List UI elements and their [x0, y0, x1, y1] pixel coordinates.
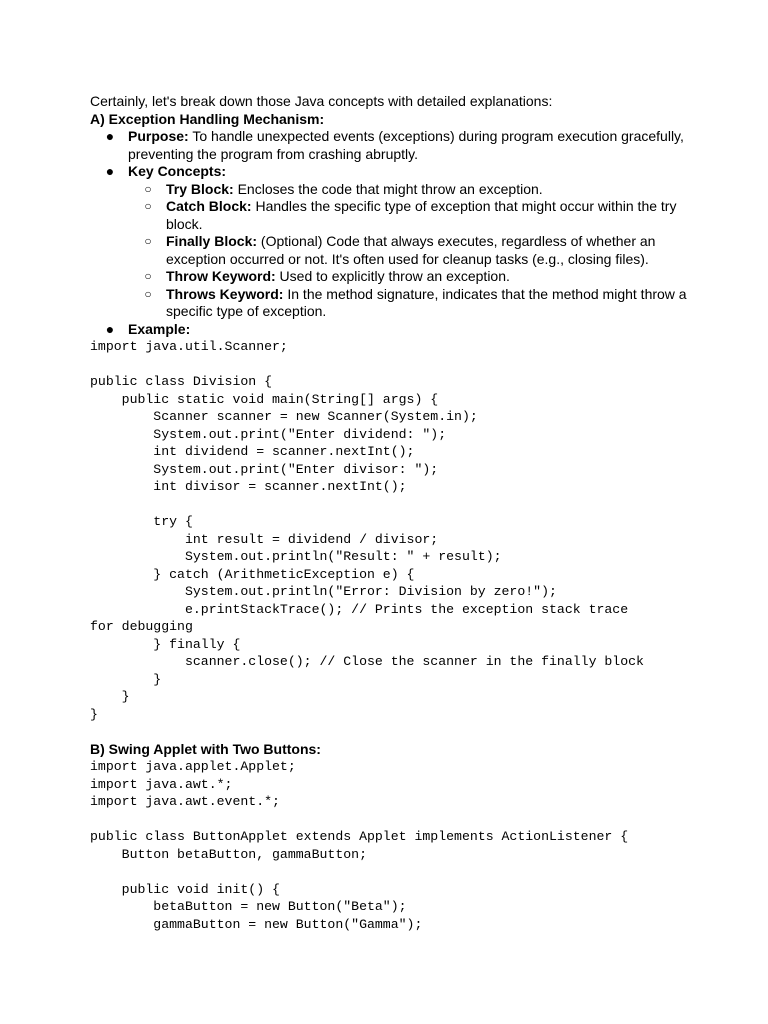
bullet-icon: ● [105, 128, 115, 144]
concept-label: Catch Block: [166, 198, 252, 214]
concept-text: Handles the specific type of exception that might occur within the try block. [166, 198, 677, 232]
section-b-heading [90, 741, 690, 759]
section-a-heading [90, 111, 690, 129]
concept-label: Try Block: [166, 180, 234, 197]
concept-text: (Optional) Code that always executes, regardless of whether an exception occurred or not. It's often used for cleanup tasks (e.g., closing files). [166, 233, 656, 267]
sub-bullet-icon: ○ [144, 269, 152, 283]
concept-item [144, 198, 690, 233]
sub-bullet-icon: ○ [144, 181, 152, 196]
spacer [90, 723, 690, 741]
bullet-icon: ● [105, 163, 115, 179]
section-a-heading-text: A) Exception Handling Mechanism: [90, 110, 325, 127]
concept-item [144, 233, 690, 268]
section-a-list [90, 128, 690, 338]
intro-paragraph: Certainly, let's break down those Java concepts with detailed explanations: [90, 93, 553, 109]
concept-text: Used to explicitly throw an exception. [275, 268, 510, 284]
purpose-item [105, 128, 690, 163]
concept-text: In the method signature, indicates that the method might throw a specific type of exception. [166, 285, 687, 319]
concept-item [144, 268, 690, 286]
key-concepts-label: Key Concepts: [128, 163, 227, 179]
purpose-label: Purpose: [128, 128, 189, 144]
concepts-list [128, 181, 690, 321]
concept-label: Throws Keyword: [166, 285, 284, 302]
applet-code-block: import java.applet.Applet; import java.awt.*; import java.awt.event.*; public class ButtonApplet extends Applet implements ActionListener { Button betaButton, gammaButton; public void init() { betaButton = new Button("Beta"); gammaButton = new Button("Gamma"); [90, 759, 629, 932]
concept-label: Finally Block: [166, 233, 258, 249]
example-label: Example: [128, 320, 191, 337]
concept-item [144, 285, 690, 321]
concept-label: Throw Keyword: [166, 268, 276, 284]
sub-bullet-icon: ○ [144, 199, 152, 213]
example-item [105, 320, 690, 339]
sub-bullet-icon: ○ [144, 234, 152, 248]
bullet-icon: ● [105, 320, 115, 337]
concept-text: Encloses the code that might throw an exception. [233, 180, 543, 197]
concept-item [144, 180, 690, 199]
purpose-text: To handle unexpected events (exceptions) during program execution gracefully, preventing the program from crashing abruptly. [128, 128, 684, 162]
sub-bullet-icon: ○ [144, 286, 152, 301]
document-page [90, 93, 690, 933]
key-concepts-item [105, 163, 690, 321]
section-b-heading-text: B) Swing Applet with Two Buttons: [90, 740, 321, 757]
division-code-block: import java.util.Scanner; public class Division { public static void main(String[] args) { Scanner scanner = new Scanner(System.in); System.out.print("Enter dividend: "); int dividend = scanner.nextInt(); System.out.print("Enter divisor: "); int divisor = scanner.nextInt(); try { int result = dividend / divisor; System.out.println("Result: " + result); } catch (ArithmeticException e) { System.out.println("Error: Division by zero!"); e.printStackTrace(); // Prints the exception stack trace for debugging } finally { scanner.close(); // Close the scanner in the finally block } } } [90, 339, 644, 722]
